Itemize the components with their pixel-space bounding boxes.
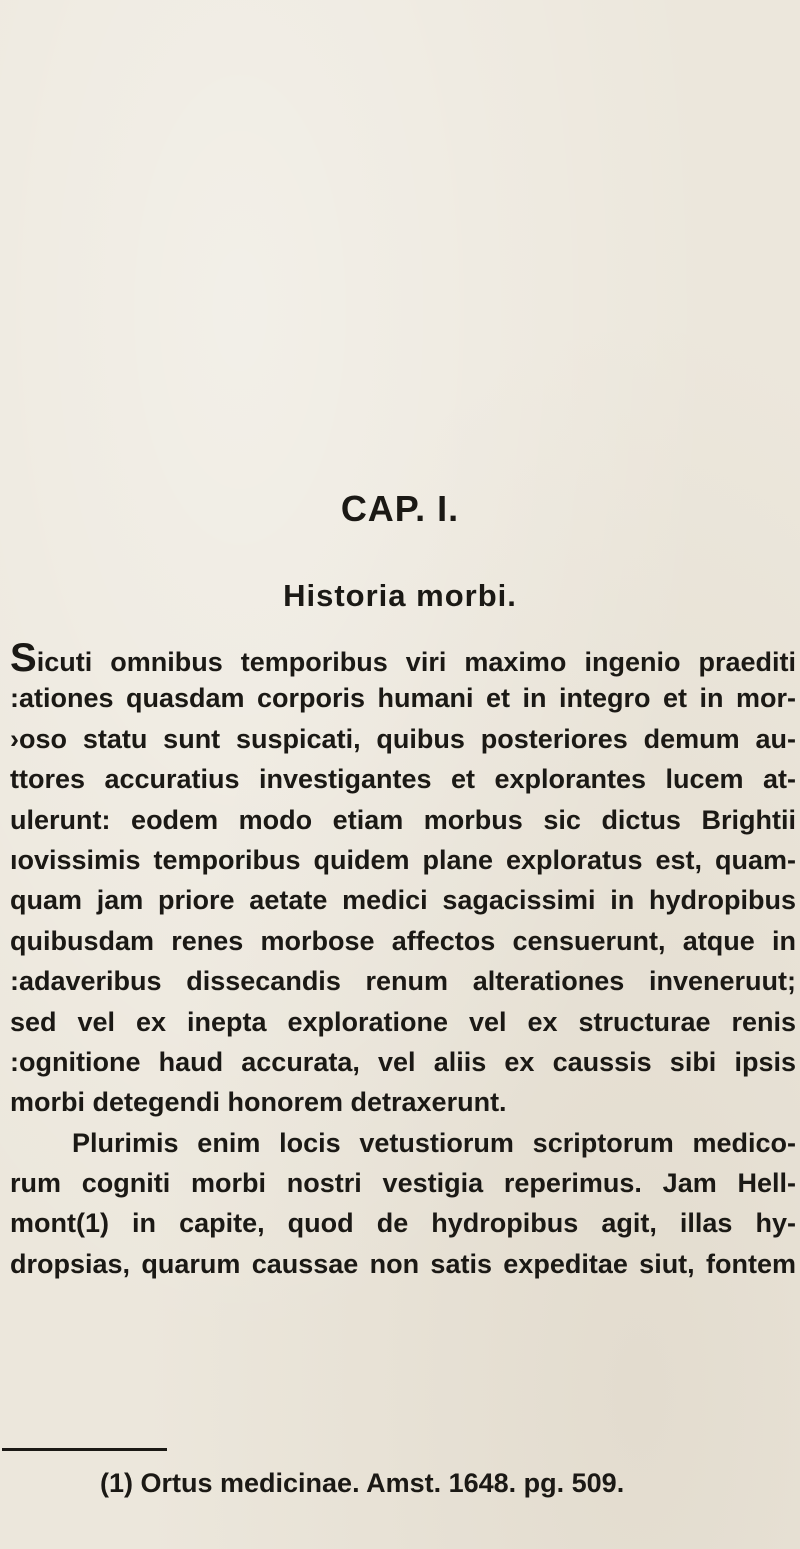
text-line: rum cogniti morbi nostri vestigia reperimus. Jam Hell- bbox=[10, 1168, 796, 1199]
text-line: mont(1) in capite, quod de hydropibus agit, illas hy- bbox=[10, 1208, 796, 1239]
footnote: (1) Ortus medicinae. Amst. 1648. pg. 509. bbox=[100, 1468, 625, 1498]
text-line: sed vel ex inepta exploratione vel ex structurae renis bbox=[10, 1006, 796, 1037]
text-line: :ognitione haud accurata, vel aliis ex caussis sibi ipsis bbox=[10, 1046, 796, 1077]
body-text bbox=[10, 638, 796, 1284]
text-line: ıovissimis temporibus quidem plane exploratus est, quam- bbox=[10, 844, 796, 875]
text-line: :adaveribus dissecandis renum alterationes inveneruut; bbox=[10, 966, 796, 997]
text-line: dropsias, quarum caussae non satis expeditae siut, fontem bbox=[10, 1248, 796, 1279]
text-line: :ationes quasdam corporis humani et in integro et in mor- bbox=[10, 683, 796, 714]
chapter-heading: CAP. I. bbox=[340, 488, 460, 529]
chapter-subtitle: Historia morbi. bbox=[283, 578, 517, 613]
text-line: quam jam priore aetate medici sagacissimi in hydropibus bbox=[10, 885, 796, 916]
text-line: ulerunt: eodem modo etiam morbus sic dictus Brightii bbox=[10, 804, 796, 835]
drop-cap: S bbox=[10, 638, 37, 679]
text-line: ttores accuratius investigantes et explorantes lucem at- bbox=[10, 764, 796, 795]
text-line: Plurimis enim locis vetustiorum scriptorum medico- bbox=[72, 1127, 796, 1158]
text-line: ›oso statu sunt suspicati, quibus posteriores demum au- bbox=[10, 723, 796, 754]
text-line bbox=[10, 638, 796, 678]
text-line: quibusdam renes morbose affectos censuerunt, atque in bbox=[10, 925, 796, 956]
text-line: morbi detegendi honorem detraxerunt. bbox=[10, 1087, 507, 1118]
line-text: icuti omnibus temporibus viri maximo ingenio praediti bbox=[36, 647, 796, 677]
footnote-rule bbox=[2, 1448, 167, 1451]
